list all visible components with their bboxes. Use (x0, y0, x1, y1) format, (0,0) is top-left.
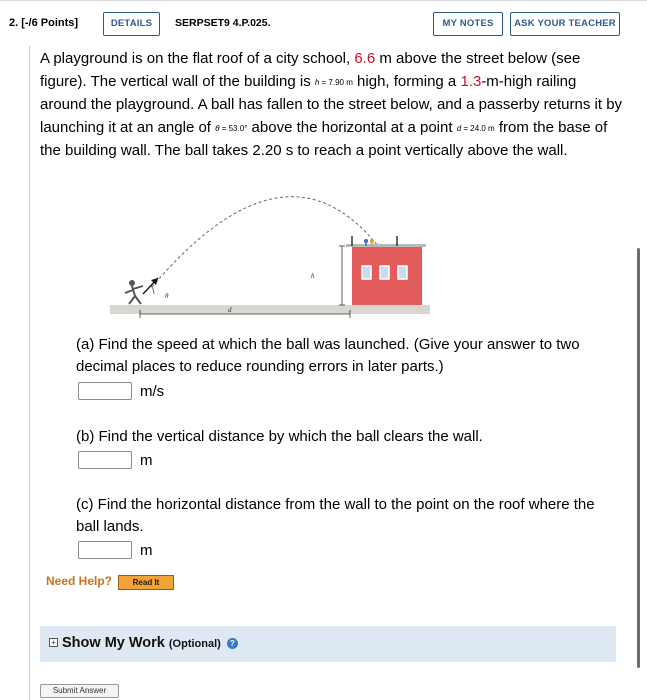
scrollbar[interactable] (637, 248, 640, 668)
roof-height-value: 6.6 (354, 50, 376, 67)
ground (110, 305, 430, 314)
question-number: 2. [-/6 Points] (9, 17, 79, 29)
part-a-answer-row (78, 382, 164, 400)
trajectory-path (152, 197, 378, 287)
top-divider (0, 0, 647, 1)
part-a-question: (a) Find the speed at which the ball was launched. (Give your answer to two decimal places to reduce rounding errors in later parts.) (76, 336, 580, 375)
part-b-question: (b) Find the vertical distance by which the ball clears the wall. (76, 428, 483, 445)
need-help-label: Need Help? (46, 574, 113, 588)
wall-height-given: h = 7.90 m (314, 77, 353, 87)
part-a-answer-input[interactable] (78, 382, 132, 400)
window (380, 266, 389, 279)
details-button[interactable]: DETAILS (103, 12, 160, 36)
submit-answer-button[interactable]: Submit Answer (40, 684, 119, 698)
problem-reference: SERPSET9 4.P.025. (175, 17, 271, 29)
read-it-button[interactable]: Read It (118, 575, 174, 590)
window (362, 266, 371, 279)
part-b-answer-input[interactable] (78, 451, 132, 469)
show-my-work-title[interactable]: Show My Work (Optional) ? (62, 635, 238, 651)
part-c-answer-row (78, 541, 153, 559)
window (398, 266, 407, 279)
part-c-question: (c) Find the horizontal distance from the wall to the point on the roof where the ball lands. (76, 496, 595, 535)
show-my-work-optional: (Optional) (168, 638, 221, 650)
passerby-figure (125, 280, 143, 304)
help-question-icon[interactable]: ? (227, 638, 238, 649)
part-c-answer-input[interactable] (78, 541, 132, 559)
part-c-unit: m (140, 541, 153, 559)
my-notes-button[interactable]: MY NOTES (433, 12, 503, 36)
problem-statement: A playground is on the flat roof of a city school, 6.6 m above the street below (see figure). The vertical wall of the building is h = 7.90 m high, forming a 1.3-m-high railing around the playground. A ball has fallen to the street below, and a passerby returns it by launching it at an angle of θ = 53.0° above the horizontal at a point d = 24.0 m from the base of the building wall. The ball takes 2.20 s to reach a point vertically above the wall. (40, 50, 623, 159)
d-label: d (228, 306, 232, 314)
expand-plus-icon[interactable]: + (49, 638, 58, 647)
railing-height-value: 1.3 (460, 72, 482, 90)
ask-your-teacher-button[interactable]: ASK YOUR TEACHER (510, 12, 620, 36)
theta-label: θ (165, 292, 169, 300)
part-b-answer-row (78, 451, 153, 469)
part-a-unit: m/s (140, 382, 165, 400)
problem-figure (110, 190, 430, 322)
distance-given: d = 24.0 m (456, 123, 495, 133)
left-border (29, 46, 30, 700)
h-label: h (311, 272, 315, 280)
angle-given: θ = 53.0° (215, 123, 248, 133)
show-my-work-panel[interactable] (40, 626, 616, 662)
part-b-unit: m (140, 451, 153, 469)
